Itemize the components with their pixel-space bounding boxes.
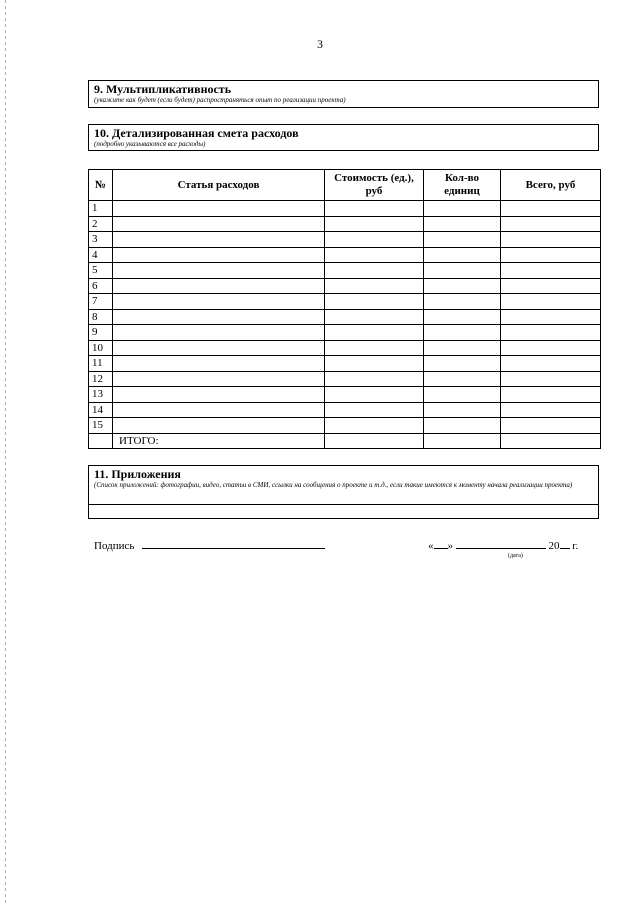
table-cell[interactable] <box>325 418 424 434</box>
table-cell[interactable] <box>501 371 601 387</box>
table-row <box>89 340 601 356</box>
section-title: 10. Детализированная смета расходов <box>94 126 299 140</box>
col-header-item: Статья расходов <box>113 170 325 201</box>
section-hint: (Список приложений: фотографии, видео, статьи в СМИ, ссылки на сообщения о проекте и т.д., если такие имеются к моменту начала реализации проекта) <box>94 481 573 489</box>
table-cell[interactable] <box>113 278 325 294</box>
table-cell[interactable] <box>113 387 325 403</box>
table-cell[interactable] <box>325 201 424 217</box>
col-header-quantity: Кол-во единиц <box>424 170 501 201</box>
table-cell[interactable] <box>424 402 501 418</box>
table-cell[interactable] <box>113 263 325 279</box>
row-number: 3 <box>89 232 113 248</box>
table-cell[interactable] <box>325 371 424 387</box>
date-caption: (дата) <box>508 553 523 559</box>
row-number: 5 <box>89 263 113 279</box>
col-header-unit-cost: Стоимость (ед.), руб <box>325 170 424 201</box>
table-cell[interactable] <box>325 216 424 232</box>
table-cell[interactable] <box>113 371 325 387</box>
table-row <box>89 309 601 325</box>
table-row <box>89 201 601 217</box>
row-number: 7 <box>89 294 113 310</box>
section-hint: (подробно указываются все расходы) <box>94 140 206 148</box>
table-row <box>89 402 601 418</box>
table-cell[interactable] <box>325 433 424 449</box>
table-row <box>89 294 601 310</box>
table-cell[interactable] <box>501 263 601 279</box>
table-cell[interactable] <box>424 325 501 341</box>
table-row <box>89 356 601 372</box>
signature-label: Подпись <box>94 540 135 552</box>
table-cell[interactable] <box>424 294 501 310</box>
row-number: 4 <box>89 247 113 263</box>
col-header-total: Всего, руб <box>501 170 601 201</box>
attachments-field[interactable] <box>89 505 598 522</box>
table-cell[interactable] <box>424 201 501 217</box>
budget-table-body <box>89 201 601 434</box>
table-cell[interactable] <box>113 247 325 263</box>
table-cell[interactable] <box>325 294 424 310</box>
table-cell[interactable] <box>113 201 325 217</box>
table-row <box>89 387 601 403</box>
date-block <box>428 538 578 552</box>
table-cell[interactable] <box>325 309 424 325</box>
table-cell[interactable] <box>113 402 325 418</box>
table-cell[interactable] <box>424 356 501 372</box>
table-row <box>89 325 601 341</box>
table-cell[interactable] <box>424 263 501 279</box>
table-cell[interactable] <box>424 216 501 232</box>
table-cell[interactable] <box>325 356 424 372</box>
table-row <box>89 216 601 232</box>
table-cell[interactable] <box>501 247 601 263</box>
row-number: 1 <box>89 201 113 217</box>
section-multiplicativity <box>88 80 599 108</box>
table-cell[interactable] <box>501 356 601 372</box>
budget-table <box>88 169 601 449</box>
table-cell[interactable] <box>325 387 424 403</box>
row-number: 9 <box>89 325 113 341</box>
scan-edge-line <box>5 0 6 905</box>
table-row <box>89 263 601 279</box>
section-hint: (укажите как будет (если будет) распространяться опыт по реализации проекта) <box>94 96 346 104</box>
table-cell[interactable] <box>501 433 601 449</box>
date-quote-open: « <box>428 540 434 552</box>
table-cell[interactable] <box>424 433 501 449</box>
date-quote-close: » <box>447 540 453 552</box>
row-number: 13 <box>89 387 113 403</box>
section-attachments <box>88 465 599 519</box>
table-row <box>89 247 601 263</box>
signature-line[interactable] <box>142 538 325 549</box>
table-cell[interactable] <box>325 247 424 263</box>
row-number: 12 <box>89 371 113 387</box>
table-cell[interactable] <box>424 418 501 434</box>
row-number: 11 <box>89 356 113 372</box>
table-row <box>89 418 601 434</box>
table-cell[interactable] <box>113 340 325 356</box>
table-cell[interactable] <box>113 232 325 248</box>
row-number: 6 <box>89 278 113 294</box>
table-cell[interactable] <box>501 387 601 403</box>
table-cell[interactable] <box>501 232 601 248</box>
table-row <box>89 371 601 387</box>
table-cell[interactable] <box>501 309 601 325</box>
table-cell[interactable] <box>424 232 501 248</box>
date-day-line[interactable] <box>434 538 448 549</box>
table-cell[interactable] <box>113 325 325 341</box>
table-cell[interactable] <box>325 263 424 279</box>
row-number: 8 <box>89 309 113 325</box>
section-title: 11. Приложения <box>94 467 181 481</box>
table-cell[interactable] <box>113 294 325 310</box>
col-header-number: № <box>89 170 113 201</box>
table-cell[interactable] <box>424 340 501 356</box>
signature-block <box>94 538 325 552</box>
table-row <box>89 232 601 248</box>
table-row <box>89 278 601 294</box>
table-cell[interactable] <box>501 325 601 341</box>
total-label: ИТОГО: <box>113 433 325 449</box>
section-title: 9. Мультипликативность <box>94 82 232 96</box>
date-year-suffix: г. <box>572 540 579 552</box>
table-cell[interactable] <box>325 325 424 341</box>
table-cell[interactable] <box>325 278 424 294</box>
date-month-line[interactable] <box>456 538 546 549</box>
table-cell[interactable] <box>113 356 325 372</box>
table-cell[interactable] <box>325 232 424 248</box>
table-cell[interactable] <box>501 216 601 232</box>
table-cell[interactable] <box>501 278 601 294</box>
table-cell[interactable] <box>501 340 601 356</box>
table-header-row <box>89 170 601 201</box>
table-cell[interactable] <box>113 418 325 434</box>
table-cell[interactable] <box>424 309 501 325</box>
table-cell[interactable] <box>424 387 501 403</box>
table-cell[interactable] <box>113 216 325 232</box>
section-budget <box>88 124 599 151</box>
row-number: 10 <box>89 340 113 356</box>
table-cell[interactable] <box>113 309 325 325</box>
table-cell[interactable] <box>501 418 601 434</box>
row-number: 14 <box>89 402 113 418</box>
page-number: 3 <box>317 37 323 51</box>
table-cell[interactable] <box>501 201 601 217</box>
total-row <box>89 433 601 449</box>
table-cell[interactable] <box>424 371 501 387</box>
row-number: 2 <box>89 216 113 232</box>
table-cell[interactable] <box>501 294 601 310</box>
table-cell[interactable] <box>424 278 501 294</box>
date-year-prefix: 20 <box>548 540 560 552</box>
table-cell[interactable] <box>424 247 501 263</box>
table-cell[interactable] <box>325 340 424 356</box>
table-cell[interactable] <box>325 402 424 418</box>
row-number: 15 <box>89 418 113 434</box>
date-year-line[interactable] <box>560 538 570 549</box>
table-cell[interactable] <box>501 402 601 418</box>
